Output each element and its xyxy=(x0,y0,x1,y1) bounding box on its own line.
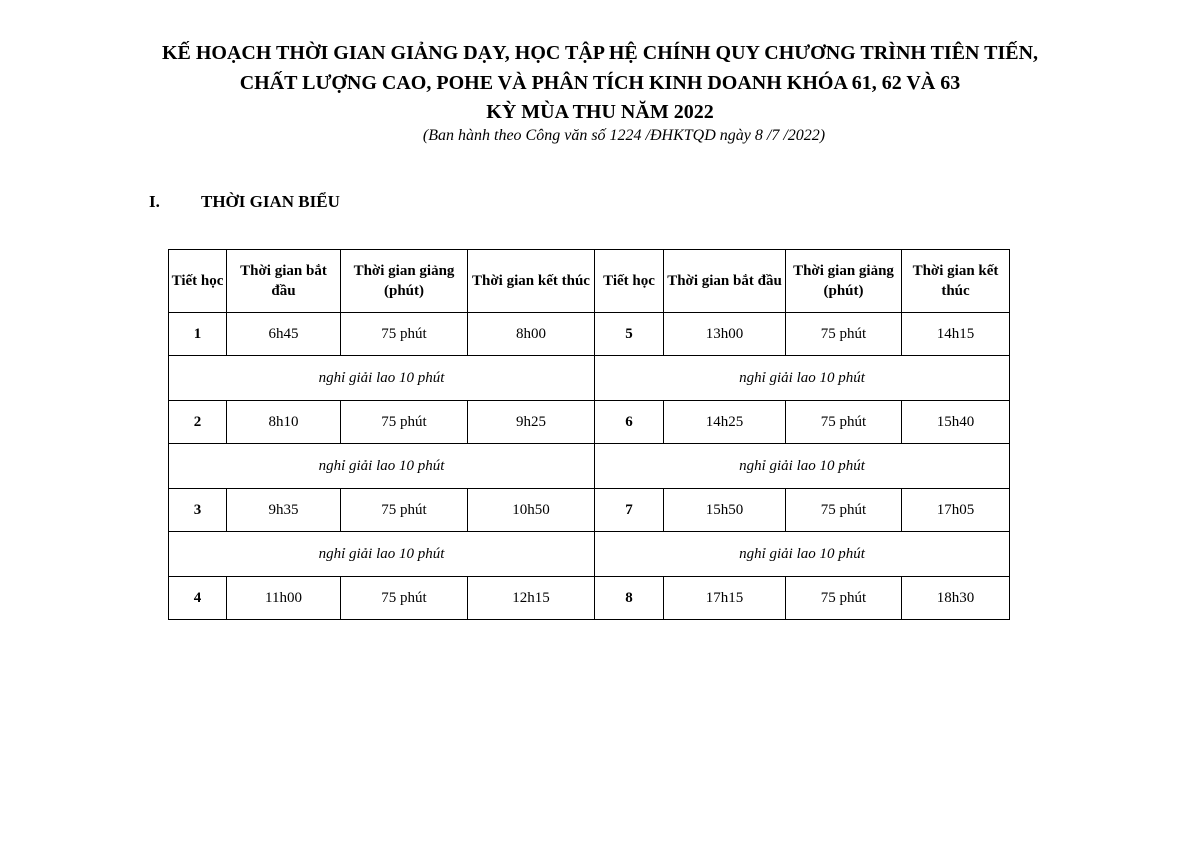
table-cell: 75 phút xyxy=(341,577,468,620)
table-cell: 9h35 xyxy=(227,489,341,532)
column-header: Tiết học xyxy=(169,250,227,313)
document-title-line-2: CHẤT LƯỢNG CAO, POHE VÀ PHÂN TÍCH KINH DOANH KHÓA 61, 62 VÀ 63 xyxy=(239,72,961,94)
table-cell: 75 phút xyxy=(341,489,468,532)
table-cell: 17h05 xyxy=(902,489,1010,532)
table-cell: 6 xyxy=(595,401,664,444)
table-cell: 4 xyxy=(169,577,227,620)
table-cell: 12h15 xyxy=(468,577,595,620)
table-row xyxy=(169,401,1010,444)
document-title-line-1: KẾ HOẠCH THỜI GIAN GIẢNG DẠY, HỌC TẬP HỆ CHÍNH QUY CHƯƠNG TRÌNH TIÊN TIẾN, xyxy=(161,42,1039,64)
break-row xyxy=(169,444,1010,489)
table-row xyxy=(169,313,1010,356)
break-row xyxy=(169,356,1010,401)
table-row xyxy=(169,489,1010,532)
table-cell: 15h50 xyxy=(664,489,786,532)
table-cell: 15h40 xyxy=(902,401,1010,444)
timetable xyxy=(168,249,1010,620)
table-cell: 14h25 xyxy=(664,401,786,444)
document-subtitle: (Ban hành theo Công văn số 1224 /ĐHKTQD ngày 8 /7 /2022) xyxy=(422,127,826,144)
table-cell: 6h45 xyxy=(227,313,341,356)
table-cell: 7 xyxy=(595,489,664,532)
table-cell: 75 phút xyxy=(786,401,902,444)
table-cell: 75 phút xyxy=(341,401,468,444)
table-cell: 8 xyxy=(595,577,664,620)
column-header: Thời gian giảng (phút) xyxy=(341,250,468,313)
table-cell: 13h00 xyxy=(664,313,786,356)
column-header: Thời gian bắt đầu xyxy=(664,250,786,313)
table-cell: 10h50 xyxy=(468,489,595,532)
table-cell: 75 phút xyxy=(786,313,902,356)
column-header: Thời gian giảng (phút) xyxy=(786,250,902,313)
column-header: Thời gian bắt đầu xyxy=(227,250,341,313)
table-cell: 2 xyxy=(169,401,227,444)
table-cell: 14h15 xyxy=(902,313,1010,356)
table-cell: 17h15 xyxy=(664,577,786,620)
column-header: Thời gian kết thúc xyxy=(468,250,595,313)
column-header: Tiết học xyxy=(595,250,664,313)
break-cell: nghỉ giải lao 10 phút xyxy=(595,356,1010,401)
break-cell: nghỉ giải lao 10 phút xyxy=(595,532,1010,577)
section-number: I. xyxy=(149,192,160,211)
break-cell: nghỉ giải lao 10 phút xyxy=(595,444,1010,489)
break-row xyxy=(169,532,1010,577)
column-header: Thời gian kết thúc xyxy=(902,250,1010,313)
table-cell: 9h25 xyxy=(468,401,595,444)
table-cell: 11h00 xyxy=(227,577,341,620)
break-cell: nghỉ giải lao 10 phút xyxy=(169,356,595,401)
break-cell: nghỉ giải lao 10 phút xyxy=(169,444,595,489)
section-title: THỜI GIAN BIỂU xyxy=(201,192,340,211)
table-cell: 75 phút xyxy=(786,489,902,532)
table-cell: 3 xyxy=(169,489,227,532)
table-cell: 1 xyxy=(169,313,227,356)
table-cell: 5 xyxy=(595,313,664,356)
table-cell: 75 phút xyxy=(341,313,468,356)
document-title-line-3: KỲ MÙA THU NĂM 2022 xyxy=(486,101,714,123)
table-cell: 8h10 xyxy=(227,401,341,444)
table-cell: 8h00 xyxy=(468,313,595,356)
table-header-row xyxy=(169,250,1010,313)
break-cell: nghỉ giải lao 10 phút xyxy=(169,532,595,577)
table-row xyxy=(169,577,1010,620)
table-cell: 75 phút xyxy=(786,577,902,620)
table-cell: 18h30 xyxy=(902,577,1010,620)
